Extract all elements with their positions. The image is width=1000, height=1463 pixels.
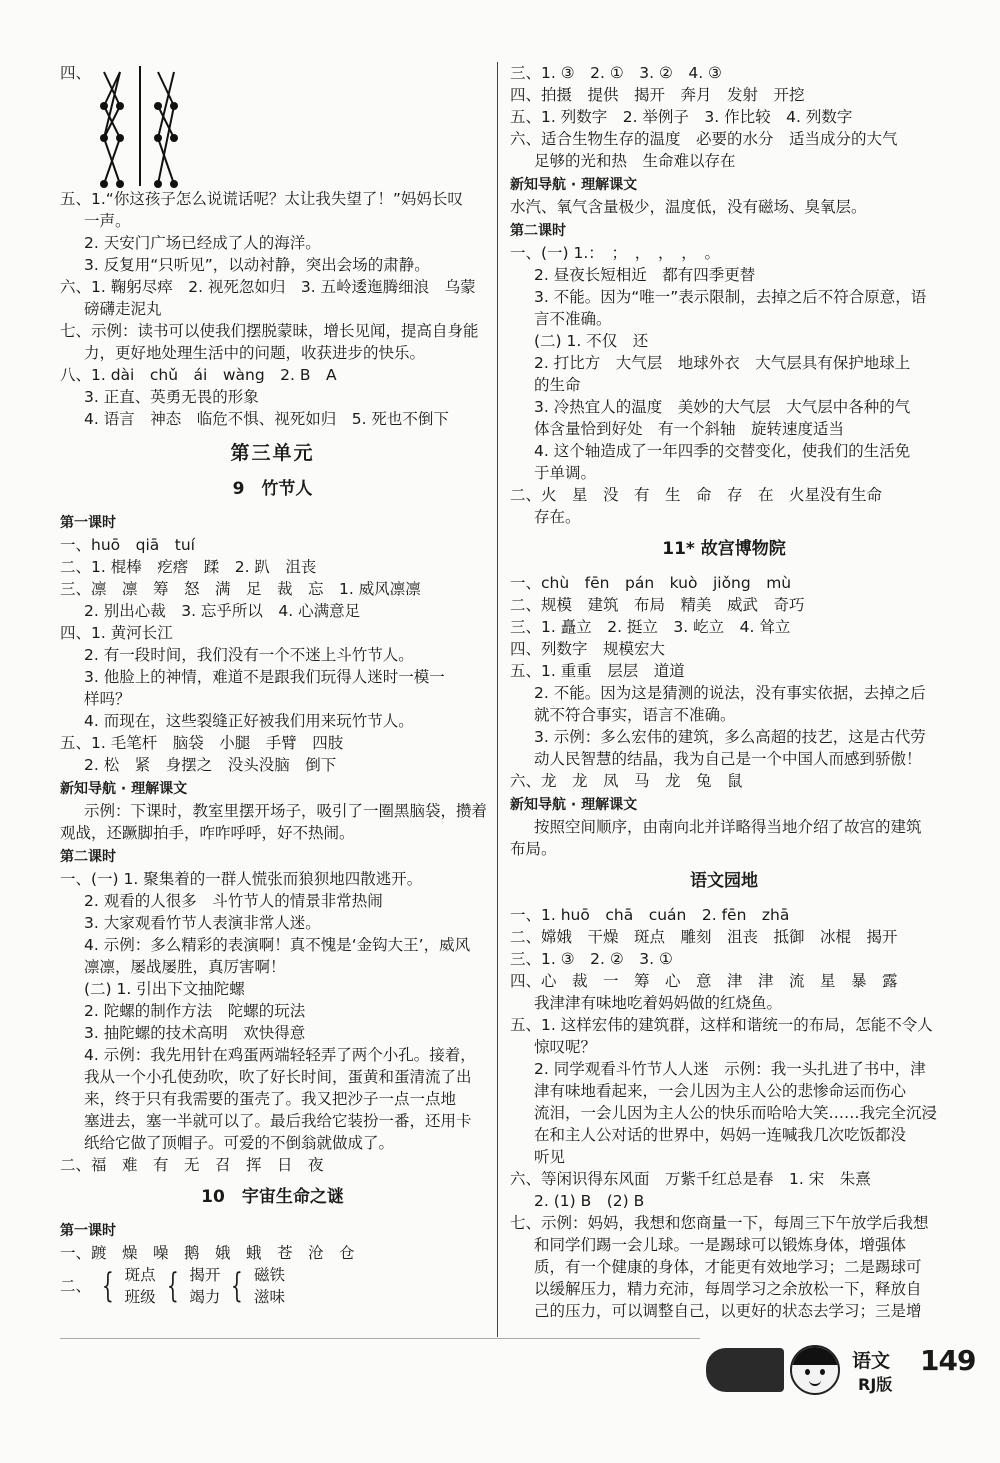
answer-line: 2. 陀螺的制作方法 陀螺的玩法 — [84, 1002, 306, 1020]
answer-line: 3. 反复用“只听见”，以动衬静，突出会场的肃静。 — [84, 256, 430, 274]
answer-line: 3. 示例：多么宏伟的建筑，多么高超的技艺，这是古代劳 — [534, 728, 926, 746]
lesson-10-period-1-answers — [60, 1242, 485, 1264]
lesson-10-period-2-answers — [510, 242, 938, 528]
answer-line: 凛凛，屡战屡胜，真厉害啊！ — [84, 958, 286, 976]
answer-line: 三、凛 凛 筹 怒 满 足 裁 忘 1. 威风凛凛 — [60, 580, 421, 598]
answer-line: 一、chù fēn pán kuò jiǒng mù — [510, 574, 792, 592]
answer-line: 一、(一) 1. 聚集着的一群人慌张而狼狈地四散逃开。 — [60, 870, 423, 888]
brace-word: 班级 — [124, 1288, 156, 1306]
brace-word: 斑点 — [124, 1266, 156, 1284]
answer-line: 水汽、氧气含量极少，温度低，没有磁场、臭氧层。 — [510, 198, 867, 216]
answer-line: 力，更好地处理生活中的问题，收获进步的快乐。 — [84, 344, 426, 362]
lesson-11-title: 11* 故宫博物院 — [662, 539, 786, 559]
answer-line: 我津津有味地吃着妈妈做的红烧鱼。 — [534, 994, 783, 1012]
brace-group-answer — [60, 1264, 485, 1308]
answer-line: 按照空间顺序，由南向北并详略得当地介绍了故宫的建筑 — [534, 818, 922, 836]
brace-word: 竭力 — [189, 1288, 221, 1306]
answer-line: 一声。 — [84, 212, 131, 230]
answer-line: 四、1. 黄河长江 — [60, 624, 173, 642]
subject-label: 语文 — [852, 1350, 891, 1372]
garden-title: 语文园地 — [690, 871, 758, 891]
answer-line: 津有味地看起来，一会儿因为主人公的悲惨命运而伤心 — [534, 1082, 907, 1100]
right-column — [510, 62, 938, 1322]
brace-icon: { — [166, 1266, 179, 1306]
matching-exercise — [60, 62, 485, 188]
matching-label: 四、 — [60, 64, 92, 82]
answer-line: 2. 有一段时间，我们没有一个不迷上斗竹节人。 — [84, 646, 414, 664]
answer-line: 六、等闲识得东风面 万紫千红总是春 1. 宋 朱熹 — [510, 1170, 871, 1188]
answer-line: 3. 不能。因为“唯一”表示限制，去掉之后不符合原意，语 — [534, 288, 927, 306]
answer-line: 样吗？ — [84, 690, 131, 708]
answer-line: 五、1. 列数字 2. 举例子 3. 作比较 4. 列数字 — [510, 108, 853, 126]
lesson-9-period-2-answers — [60, 868, 485, 1176]
brace-word: 磁铁 — [253, 1266, 285, 1284]
answer-line: 2. 松 紧 身摆之 没头没脑 倒下 — [84, 756, 337, 774]
answer-line: 六、龙 龙 凤 马 龙 兔 鼠 — [510, 772, 743, 790]
answer-line: 3. 他脸上的神情，难道不是跟我们玩得人迷时一模一 — [84, 668, 445, 686]
answer-line: 流泪，一会儿因为主人公的快乐而哈哈大笑……我完全沉浸 — [534, 1104, 938, 1122]
answer-line: 七、示例：读书可以使我们摆脱蒙昧，增长见闻，提高自身能 — [60, 322, 479, 340]
answer-line: 3. 正直、英勇无畏的形象 — [84, 388, 259, 406]
answer-line: 言不准确。 — [534, 310, 612, 328]
answer-line: 磅礴走泥丸 — [84, 300, 162, 318]
answer-line: 4. 语言 神态 临危不惧、视死如归 5. 死也不倒下 — [84, 410, 449, 428]
footer-band — [706, 1348, 784, 1392]
answer-line: 塞进去，塞一半就可以了。最后我给它装扮一番，还用卡 — [84, 1112, 472, 1130]
brace-icon: { — [231, 1266, 244, 1306]
answer-line: 惊叹呢？ — [534, 1038, 597, 1056]
mascot-eye — [820, 1369, 825, 1375]
lesson-9-period-1-answers — [60, 534, 485, 776]
answer-line: 足够的光和热 生命难以存在 — [534, 152, 736, 170]
brace-word: 揭开 — [189, 1266, 221, 1284]
lesson-11-guide-answer — [510, 816, 938, 860]
answer-line: 三、1. ③ 2. ① 3. ② 4. ③ — [510, 64, 722, 82]
answer-line: 二、规模 建筑 布局 精美 威武 奇巧 — [510, 596, 805, 614]
answer-line: 2. 同学观看斗竹节人人迷 示例：我一头扎进了书中，津 — [534, 1060, 926, 1078]
answer-line: 4. 而现在，这些裂缝正好被我们用来玩竹节人。 — [84, 712, 414, 730]
column-divider — [497, 62, 498, 1337]
answer-line: 五、1. 重重 层层 道道 — [510, 662, 685, 680]
answer-line: 3. 抽陀螺的技术高明 欢快得意 — [84, 1024, 306, 1042]
answer-line: 观战，还蹶脚拍手，咋咋呼呼，好不热闹。 — [60, 824, 355, 842]
answer-line: 五、1. 毛笔杆 脑袋 小腿 手臂 四肢 — [60, 734, 344, 752]
answer-line: 于单调。 — [534, 464, 597, 482]
answer-line: (二) 1. 不仅 还 — [534, 332, 649, 350]
answer-line: 布局。 — [510, 840, 557, 858]
lesson-11-guide-heading: 新知导航 · 理解课文 — [510, 797, 638, 813]
answer-line: 示例：下课时，教室里摆开场子，吸引了一圈黑脑袋，攒着 — [84, 802, 488, 820]
answer-line: 体含量恰到好处 有一个斜轴 旋转速度适当 — [534, 420, 845, 438]
answer-line: 六、1. 鞠躬尽瘁 2. 视死忽如归 3. 五岭逶迤腾细浪 乌蒙 — [60, 278, 476, 296]
answer-line: 2. 观看的人很多 斗竹节人的情景非常热闹 — [84, 892, 383, 910]
answer-line: 三、1. 矗立 2. 挺立 3. 屹立 4. 耸立 — [510, 618, 791, 636]
lesson-9-period-2: 第二课时 — [60, 849, 116, 865]
answer-line: 4. 这个轴造成了一年四季的交替变化，使我们的生活免 — [534, 442, 911, 460]
brace-group-2 — [189, 1264, 220, 1308]
answer-line: 二、福 难 有 无 召 挥 日 夜 — [60, 1156, 324, 1174]
edition-label: RJ版 — [858, 1375, 893, 1394]
answer-line: 四、列数字 规模宏大 — [510, 640, 666, 658]
answer-line: 我从一个小孔使劲吹，吹了好长时间，蛋黄和蛋清流了出 — [84, 1068, 472, 1086]
answer-line: 在和主人公对话的世界中，妈妈一连喊我几次吃饭都没 — [534, 1126, 907, 1144]
answer-line: 一、huō qiā tuí — [60, 536, 195, 554]
lesson-10-guide-answer — [510, 196, 938, 218]
answer-line: 2. 昼夜长短相近 都有四季更替 — [534, 266, 756, 284]
answer-line: 4. 示例：我先用针在鸡蛋两端轻轻弄了两个小孔。接着， — [84, 1046, 476, 1064]
answer-line: 六、适合生物生存的温度 必要的水分 适当成分的大气 — [510, 130, 898, 148]
answer-line: 2. 天安门广场已经成了人的海洋。 — [84, 234, 321, 252]
answer-line: 就不符合事实，语言不准确。 — [534, 706, 736, 724]
answer-line: 4. 示例：多么精彩的表演啊！真不愧是‘金钩大王’，威风 — [84, 936, 471, 954]
answer-line: 二、火 星 没 有 生 命 存 在 火星没有生命 — [510, 486, 883, 504]
unit2-answers — [60, 188, 485, 430]
answer-line: 动人民智慧的结晶，我为自己是一个中国人而感到骄傲！ — [534, 750, 922, 768]
answer-line: 一、踱 燥 噪 鹅 娥 蛾 苍 沧 仓 — [60, 1244, 355, 1262]
lesson-10-period-1: 第一课时 — [60, 1223, 116, 1239]
lesson-9-guide-answer — [60, 800, 488, 844]
answer-line: 八、1. dài chǔ ái wàng 2. B A — [60, 366, 337, 384]
answer-line: 存在。 — [534, 508, 581, 526]
lesson-10-period-1-answers-cont — [510, 62, 938, 172]
lesson-9-guide-heading: 新知导航 · 理解课文 — [60, 781, 188, 797]
answer-line: 2. (1) B (2) B — [534, 1192, 645, 1210]
lesson-9-title: 9 竹节人 — [232, 479, 313, 499]
answer-line: (二) 1. 引出下文抽陀螺 — [84, 980, 245, 998]
lesson-10-title: 10 宇宙生命之谜 — [201, 1187, 344, 1207]
answer-line: 一、1. huō chā cuán 2. fēn zhā — [510, 906, 790, 924]
footer-rule — [60, 1338, 700, 1339]
answer-line: 和同学们踢一会儿球。一是踢球可以锻炼身体，增强体 — [534, 1236, 907, 1254]
answer-line: 七、示例：妈妈，我想和您商量一下，每周三下午放学后我想 — [510, 1214, 929, 1232]
brace-label: 二、 — [60, 1277, 92, 1295]
answer-line: 四、心 裁 一 筹 心 意 津 津 流 星 暴 露 — [510, 972, 898, 990]
page-number: 149 — [920, 1344, 976, 1377]
answer-line: 四、拍摄 提供 揭开 奔月 发射 开挖 — [510, 86, 805, 104]
answer-line: 2. 别出心裁 3. 忘乎所以 4. 心满意足 — [84, 602, 361, 620]
answer-line: 三、1. ③ 2. ② 3. ① — [510, 950, 673, 968]
matching-diagram — [90, 66, 200, 190]
brace-group-1 — [125, 1264, 156, 1308]
mascot-avatar — [790, 1345, 840, 1395]
mascot-eye — [805, 1369, 810, 1375]
answer-line: 2. 不能。因为这是猜测的说法，没有事实依据，去掉之后 — [534, 684, 926, 702]
garden-answers — [510, 904, 938, 1322]
lesson-9-period-1: 第一课时 — [60, 515, 116, 531]
answer-line: 的生命 — [534, 376, 581, 394]
answer-line: 己的压力，可以调整自己，以更好的状态去学习；三是增 — [534, 1302, 922, 1320]
brace-icon: { — [101, 1266, 114, 1306]
unit-title: 第三单元 — [230, 442, 315, 464]
lesson-10-period-2: 第二课时 — [510, 223, 566, 239]
answer-line: 3. 大家观看竹节人表演非常人迷。 — [84, 914, 321, 932]
left-column — [60, 62, 488, 1308]
answer-line: 听见 — [534, 1148, 566, 1166]
lesson-10-guide-heading: 新知导航 · 理解课文 — [510, 177, 638, 193]
answer-line: 二、1. 棍棒 疙瘩 蹂 2. 趴 沮丧 — [60, 558, 317, 576]
lesson-11-answers — [510, 572, 938, 792]
mascot-mouth — [809, 1379, 821, 1386]
answer-line: 纸给它做了顶帽子。可爱的不倒翁就做成了。 — [84, 1134, 395, 1152]
answer-line: 五、1.“你这孩子怎么说谎话呢？太让我失望了！”妈妈长叹 — [60, 190, 463, 208]
answer-line: 以缓解压力，精力充沛，每周学习之余放松一下，释放自 — [534, 1280, 922, 1298]
answer-line: 来，终于只有我需要的蛋壳了。我又把沙子一点一点地 — [84, 1090, 457, 1108]
answer-line: 质，有一个健康的身体，才能更有效地学习；二是踢球可 — [534, 1258, 922, 1276]
answer-line: 五、1. 这样宏伟的建筑群，这样和谐统一的布局，怎能不令人 — [510, 1016, 933, 1034]
answer-line: 二、嫦娥 干燥 斑点 雕刻 沮丧 抵御 冰棍 揭开 — [510, 928, 898, 946]
answer-line: 2. 打比方 大气层 地球外衣 大气层具有保护地球上 — [534, 354, 911, 372]
mascot-hair — [792, 1347, 838, 1365]
answer-line: 3. 冷热宜人的温度 美妙的大气层 大气层中各种的气 — [534, 398, 911, 416]
brace-word: 滋味 — [253, 1288, 285, 1306]
answer-line: 一、(一) 1.： ； ， ， ， 。 — [510, 244, 721, 262]
brace-group-3 — [254, 1264, 285, 1308]
